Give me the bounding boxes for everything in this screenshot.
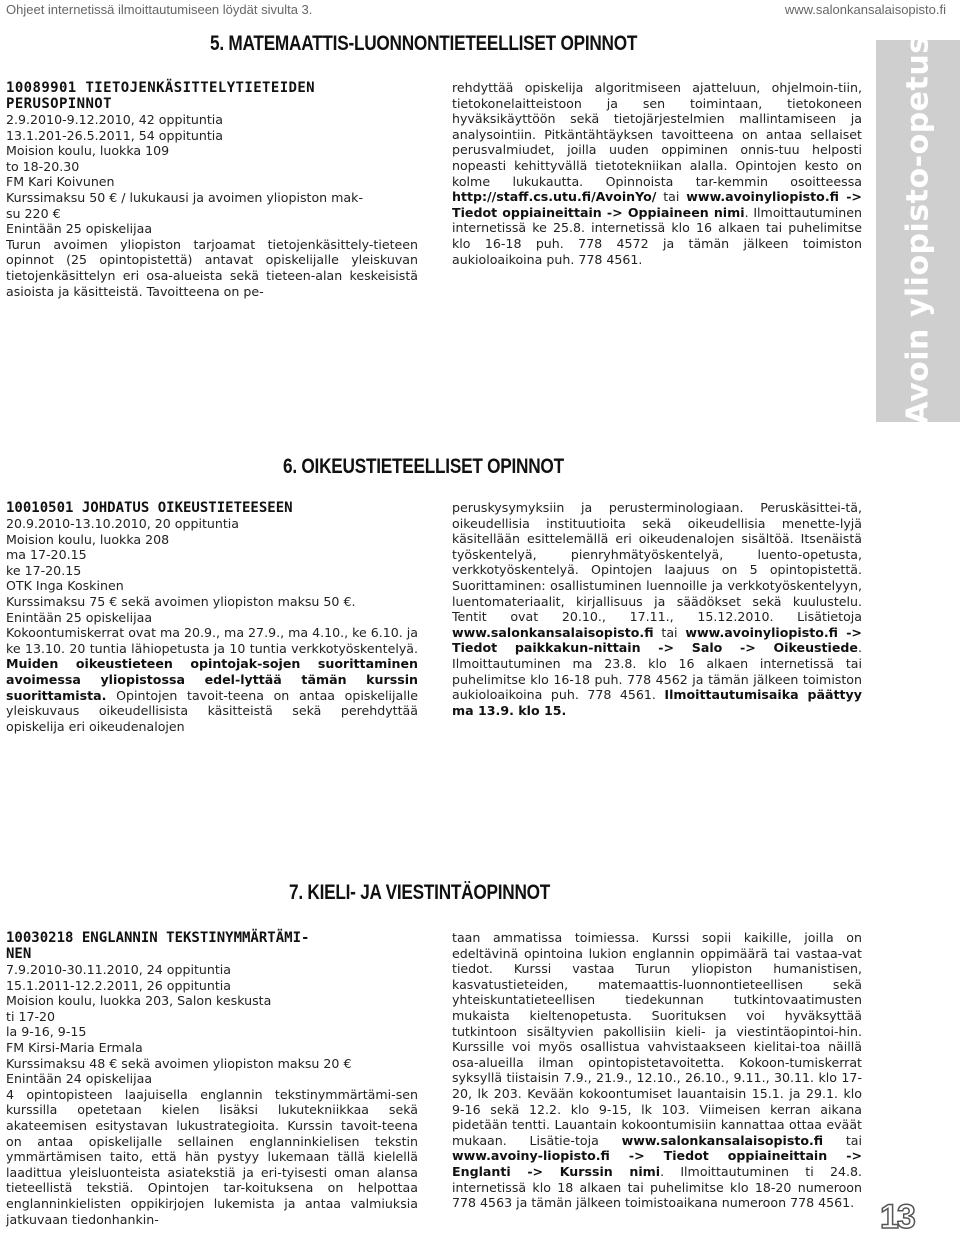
section-title-5: 5. MATEMAATTIS-LUONNONTIETEELLISET OPINNOT <box>210 32 638 55</box>
prerequisite-note: Muiden oikeustieteen opintojak-sojen suorittaminen avoimessa yliopistossa edel-lyttää tämän kurssin suorittamista. <box>6 656 418 703</box>
link-avoinyliopisto-path[interactable]: www.avoinyliopisto.fi -> Tiedot paikkakun-nittain -> Salo -> Oikeustiede <box>452 624 862 656</box>
course-7-right-column <box>452 930 862 1211</box>
header-website: www.salonkansalaisopisto.fi <box>784 2 946 17</box>
course-detail: 7.9.2010-30.11.2010, 24 oppituntia <box>6 962 232 977</box>
course-detail: Enintään 25 opiskelijaa <box>6 609 153 625</box>
link-salonkansalaisopisto[interactable]: www.salonkansalaisopisto.fi <box>621 1132 824 1148</box>
course-7-left-column <box>6 930 418 1227</box>
link-salonkansalaisopisto[interactable]: www.salonkansalaisopisto.fi <box>452 624 654 640</box>
course-code-line: 10010501 JOHDATUS OIKEUSTIETEESEEN <box>6 500 293 516</box>
section-title-6: 6. OIKEUSTIETEELLISET OPINNOT <box>283 455 564 478</box>
enrollment-info: . Ilmoittautuminen ti 24.8. internetissä klo 18 alkaen tai puhelimitse klo 18-20 numeroon 778 4563 ja tämän jälkeen toimistoaikana numeroon 778 4561. <box>452 1163 862 1211</box>
course-5-left-column <box>6 80 418 299</box>
course-6-left-column <box>6 500 418 734</box>
page-number: 13 <box>880 1198 914 1236</box>
enrollment-deadline: Ilmoittautumisaika päättyy ma 13.9. klo 15. <box>452 687 862 718</box>
course-code-line: NEN <box>6 946 32 962</box>
course-detail: 2.9.2010-9.12.2010, 42 oppituntia <box>6 112 224 127</box>
link-avoinyliopisto-path[interactable]: www.avoiny-liopisto.fi -> Tiedot oppiaineittain -> Englanti -> Kurssin nimi <box>452 1148 862 1179</box>
course-6-right-column <box>452 500 862 718</box>
course-detail: 15.1.2011-12.2.2011, 26 oppituntia <box>6 977 232 993</box>
enrollment-info: . Ilmoittautuminen ma 23.8. klo 16 alkaen internetissä tai puhelimitse klo 16-18 puh. 778 4562 ja tämän jälkeen toimiston aukioloaikoina puh. 778 4561. <box>452 640 862 703</box>
course-detail: Moision koulu, luokka 203, Salon keskusta <box>6 993 272 1009</box>
course-detail: OTK Inga Koskinen <box>6 578 124 594</box>
course-detail: to 18-20.30 <box>6 158 80 174</box>
course-detail: ti 17-20 <box>6 1008 56 1024</box>
course-detail: 20.9.2010-13.10.2010, 20 oppituntia <box>6 516 240 531</box>
page-header <box>6 2 946 18</box>
sidebar-label: Avoin yliopisto-opetus <box>900 35 936 425</box>
course-code-line: PERUSOPINNOT <box>6 96 112 112</box>
course-5-right-column <box>452 80 862 267</box>
course-description-cont: taan ammatissa toimiessa. Kurssi sopii kaikille, joilla on edeltävinä opintoina lukion englannin oppimäärä tai vastaa-vat tiedot. Kurssi vastaa Turun yliopiston humanistisen, kasvatustieteiden, matemaattis-luonnontieteellisen sekä yhteiskuntatieteellisen tiedekunnan tutkintovaatimusten mukaista kieltenopetusta. Suorituksen voi hyväksyttää tutkintoon sisältyvien pakollisiin kieli- ja viestintäopintoi-hin. Kurssille voi myös osallistua vahvistaakseen kielitai-toa näillä osa-alueilla ilman opintopistetavoitetta. Kokoon-tumiskerrat syksyllä tiistaisin 7.9., 21.9., 12.10., 26.10., 9.11., 30.11. klo 17-20, lk 203. Kevään kokoontumiset lauantaisin 15.1. ja 29.1. klo 9-16 sekä 12.2. klo 9-15, lk 103. Viimeisen kerran aikana pidetään tentti. Lauantain kokoontumisiin kannattaa ottaa eväät mukaan. Lisätie-toja <box>452 930 862 1148</box>
connector-text: tai <box>661 624 678 640</box>
course-code-line: 10089901 TIETOJENKÄSITTELYTIETEIDEN <box>6 80 316 96</box>
header-instructions: Ohjeet internetissä ilmoittautumiseen löydät sivulta 3. <box>6 2 313 17</box>
course-description-cont: peruskysymyksiin ja perusterminologiaan. Peruskäsittei-tä, oikeudellisia instituutioita sekä oikeudellisia menette-lyjä käsitellään esittelemällä eri oikeudenalojen sisältöä. Itsenäistä työskentelyä, pienryhmätyöskentelyä, luento-opetusta, verkkotyöskentelyä. Opintojen laajuus on 5 opintopistettä. Suorittaminen: osallistuminen luennoille ja verkkotyöskentelyyn, luentomateriaalit, kirjallisuus ja säädökset sekä kuulustelu. Tentit ovat 20.10., 17.11., 15.12.2010. Lisätietoja <box>452 500 862 625</box>
course-detail: 13.1.201-26.5.2011, 54 oppituntia <box>6 127 224 143</box>
course-detail: Moision koulu, luokka 109 <box>6 143 170 159</box>
course-code-line: 10030218 ENGLANNIN TEKSTINYMMÄRTÄMI- <box>6 930 310 946</box>
course-detail: FM Kari Koivunen <box>6 174 115 190</box>
section-title-7: 7. KIELI- JA VIESTINTÄOPINNOT <box>289 881 551 904</box>
link-avoinyliopisto-path[interactable]: www.avoinyliopisto.fi -> Tiedot oppiaineittain -> Oppiaineen nimi <box>452 189 862 220</box>
course-detail: Kurssimaksu 48 € sekä avoimen yliopiston maksu 20 € <box>6 1055 352 1071</box>
course-detail: Kurssimaksu 50 € / lukukausi ja avoimen yliopiston mak- <box>6 189 363 205</box>
course-detail: la 9-16, 9-15 <box>6 1024 87 1040</box>
course-description: Turun avoimen yliopiston tarjoamat tietojenkäsittely-tieteen opinnot (25 opintopistettä) antavat opiskelijalle yleiskuvan tietojenkäsittelyn eri osa-alueista sekä tieteen-alan keskeisistä asioista ja käsitteistä. Tavoitteena on pe- <box>6 236 418 299</box>
course-detail: Kurssimaksu 75 € sekä avoimen yliopiston maksu 50 €. <box>6 593 356 609</box>
connector-text: tai <box>845 1132 862 1148</box>
course-description-cont: rehdyttää opiskelija algoritmiseen ajatteluun, ohjelmoin-tiin, tietokonelaitteistoon ja sen toimintaan, tietokoneen hyväksikäyttöön sekä tietojärjestelmien mallintamiseen ja analysointiin. Pitkäntähtäyksen tavoitteena on antaa sellaiset perusvalmiudet, joilla uuden oppiminen onnis-tuu helposti nopeasti kehittyvällä tietotekniikan alalla. Opintojen kesto on kolme lukukautta. Opinnoista tar-kemmin osoitteessa <box>452 80 862 189</box>
link-staff-url[interactable]: http://staff.cs.utu.fi/AvoinYo/ <box>452 189 657 205</box>
goal-text: Opintojen tavoit-teena on antaa opiskelijalle yleiskuvaus oikeudellisista käsitteistä sekä perehdyttää opiskelija eri oikeudenalojen <box>6 687 418 734</box>
course-detail: ke 17-20.15 <box>6 562 82 578</box>
course-detail: FM Kirsi-Maria Ermala <box>6 1039 143 1055</box>
course-detail: ma 17-20.15 <box>6 547 87 563</box>
course-description <box>6 625 418 734</box>
course-detail: su 220 € <box>6 205 61 221</box>
course-detail: Enintään 25 opiskelijaa <box>6 221 153 237</box>
connector-text: tai <box>663 189 680 205</box>
course-detail: Moision koulu, luokka 208 <box>6 531 170 547</box>
course-description: 4 opintopisteen laajuisella englannin tekstinymmärtämi-sen kurssilla opetetaan kielen lisäksi lukutekniikkaa sekä akateemisen esitystavan lukustrategioita. Kurssin tavoit-teena on antaa opiskelijalle sellainen englanninkielisen tekstin ymmärtämisen taito, että hän pystyy lukemaan tällä kielellä laadittua yleisluonteista asiatekstiä ja eri-tyisesti oman alansa tieteellistä tekstiä. Opintojen tar-koituksena on helpottaa englanninkielisten oppikirjojen lukemista ja antaa valmiuksia jatkuvaan tiedonhankin- <box>6 1086 418 1227</box>
schedule-text: Kokoontumiskerrat ovat ma 20.9., ma 27.9., ma 4.10., ke 6.10. ja ke 13.10. 20 tuntia lähiopetusta ja 10 tuntia verkkotyöskentelyä. <box>6 625 418 656</box>
course-detail: Enintään 24 opiskelijaa <box>6 1071 153 1087</box>
enrollment-info: . Ilmoittautuminen internetissä ke 25.8. internetissä klo 16 alkaen tai puhelimitse klo 16-18 puh. 778 4572 ja tämän jälkeen toimiston aukioloaikoina puh. 778 4561. <box>452 204 863 267</box>
sidebar-banner <box>876 35 960 425</box>
